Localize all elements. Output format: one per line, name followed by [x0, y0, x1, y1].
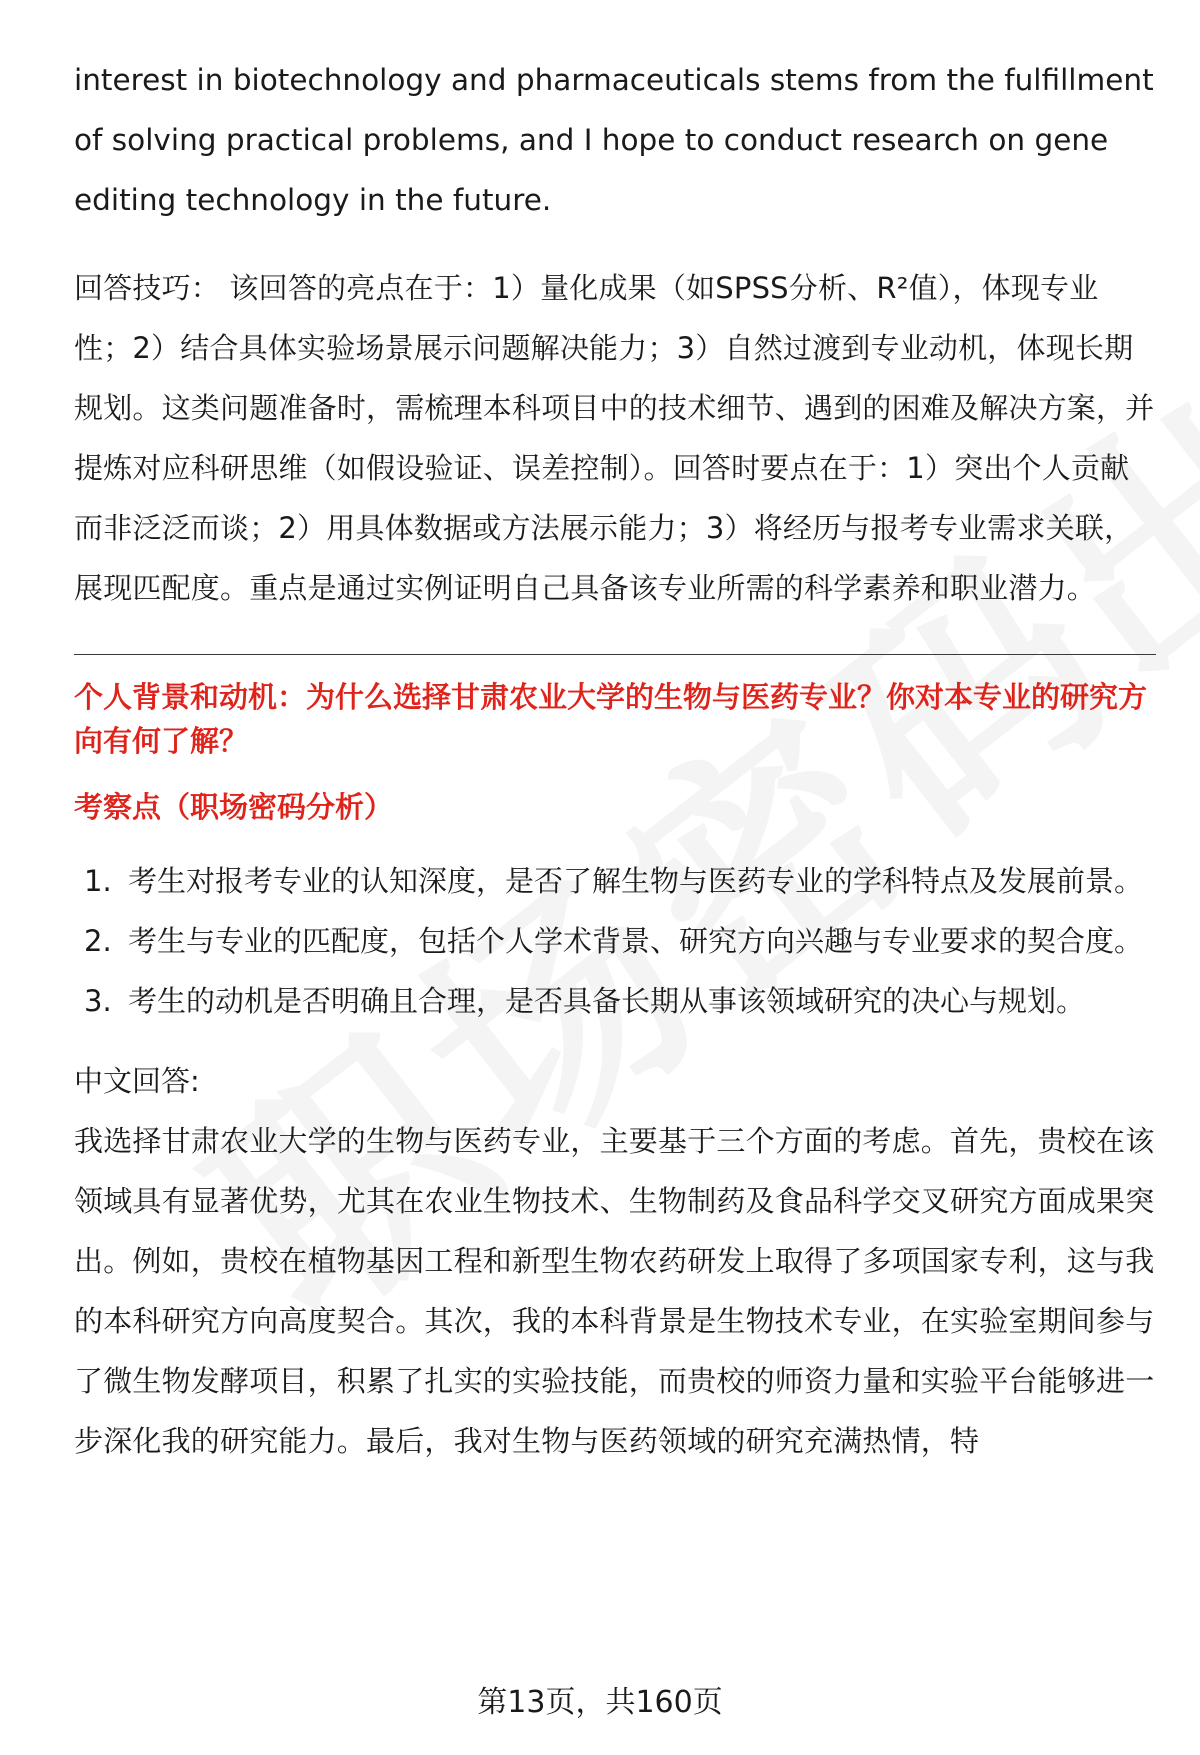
list-item-number: 3. [84, 984, 112, 1018]
intro-english-paragraph: interest in biotechnology and pharmaceuticals stems from the fulfillment of solving practical problems, and I hope to conduct research on gene editing technology in the future. [74, 63, 1154, 217]
section-divider [74, 654, 1156, 655]
section-title: 考察点（职场密码分析） [74, 790, 394, 824]
list-item-text: 考生的动机是否明确且合理，是否具备长期从事该领域研究的决心与规划。 [128, 984, 1086, 1018]
question-heading: 个人背景和动机：为什么选择甘肃农业大学的生物与医药专业？你对本专业的研究方向有何了解？ [74, 680, 1148, 758]
list-item-text: 考生对报考专业的认知深度，是否了解生物与医药专业的学科特点及发展前景。 [128, 864, 1144, 898]
list-item [74, 851, 1156, 911]
list-item [74, 971, 1156, 1031]
answer-label: 中文回答: [74, 1064, 200, 1098]
list-item-number: 2. [84, 924, 112, 958]
document-page [74, 50, 1156, 1471]
list-item-text: 考生与专业的匹配度，包括个人学术背景、研究方向兴趣与专业要求的契合度。 [128, 924, 1144, 958]
assessment-points-list [74, 851, 1156, 1031]
answer-tips-paragraph: 回答技巧： 该回答的亮点在于：1）量化成果（如SPSS分析、R²值），体现专业性；2）结合具体实验场景展示问题解决能力；3）自然过渡到专业动机，体现长期规划。这类问题准备时，需梳理本科项目中的技术细节、遇到的困难及解决方案，并提炼对应科研思维（如假设验证、误差控制）。回答时要点在于：1）突出个人贡献而非泛泛而谈；2）用具体数据或方法展示能力；3）将经历与报考专业需求关联，展现匹配度。重点是通过实例证明自己具备该专业所需的科学素养和职业潜力。 [74, 271, 1155, 605]
list-item-number: 1. [84, 864, 112, 898]
answer-paragraph: 我选择甘肃农业大学的生物与医药专业，主要基于三个方面的考虑。首先，贵校在该领域具有显著优势，尤其在农业生物技术、生物制药及食品科学交叉研究方面成果突出。例如，贵校在植物基因工程和新型生物农药研发上取得了多项国家专利，这与我的本科研究方向高度契合。其次，我的本科背景是生物技术专业，在实验室期间参与了微生物发酵项目，积累了扎实的实验技能，而贵校的师资力量和实验平台能够进一步深化我的研究能力。最后，我对生物与医药领域的研究充满热情，特 [74, 1124, 1155, 1458]
page-footer: 第13页，共160页 [477, 1685, 723, 1720]
list-item [74, 911, 1156, 971]
